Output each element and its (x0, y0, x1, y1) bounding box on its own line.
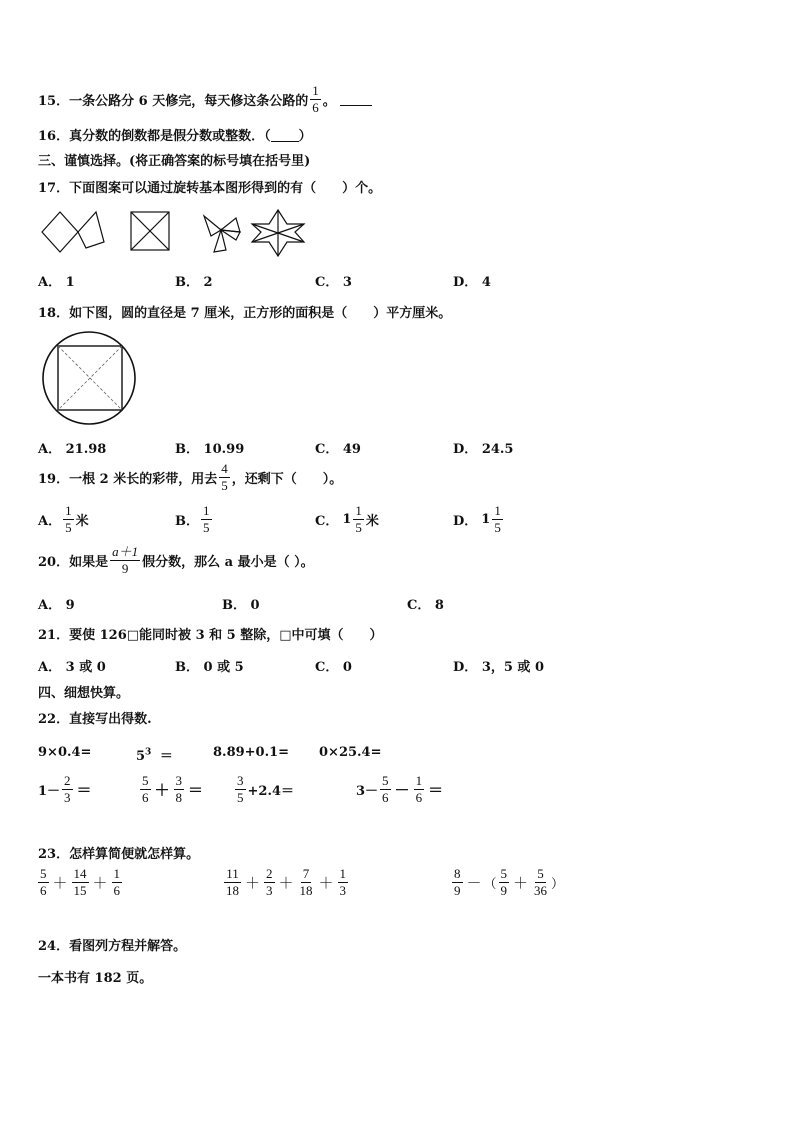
question-number: 19． (38, 471, 70, 487)
question-number: 22． (38, 712, 70, 727)
question-number: 16． (38, 129, 70, 144)
option-d[interactable]: D． 3，5 或 0 (453, 660, 545, 675)
question-16: 16． 真分数的倒数都是假分数或整数．（ ） (38, 125, 312, 144)
option-c[interactable]: C． 0 (315, 660, 352, 675)
q24-info: 一本书有 182 页。 (38, 971, 153, 986)
option-c[interactable]: C． 1 $\frac{1}{5}$ 米 (315, 503, 379, 535)
question-18 (38, 302, 451, 321)
answer-blank[interactable] (340, 92, 372, 106)
expr-2: $5^3$ ＝ (136, 747, 173, 764)
option-d[interactable]: D． 4 (453, 275, 491, 290)
fraction: $\frac{1}{6}$ (312, 83, 319, 115)
expr-1: 9×0.4= (38, 745, 92, 760)
option-a[interactable]: A． 9 (38, 598, 75, 613)
question-text: 怎样算简便就怎样算。 (69, 847, 200, 862)
option-c[interactable]: C． 49 (315, 442, 361, 457)
option-a[interactable]: A． $\frac{1}{5}$ 米 (38, 503, 89, 535)
expr-4: 0×25.4= (319, 745, 382, 760)
figure-pinwheel (204, 216, 240, 252)
option-b[interactable]: B． 10.99 (175, 442, 245, 457)
expr-3: $\frac{8}{9}$ － （ $\frac{5}{9}$ ＋ $\frac{5}{36}$ ） (454, 866, 565, 898)
option-c[interactable]: C． 8 (407, 598, 444, 613)
q23-exprs (36, 867, 596, 909)
question-number: 24． (38, 939, 70, 954)
option-a[interactable]: A． 1 (38, 275, 75, 290)
rotation-figures (36, 202, 326, 260)
option-a[interactable]: A． 21.98 (38, 442, 107, 457)
question-number: 15． (38, 93, 70, 109)
question-text: 如果是 (69, 554, 109, 570)
question-number: 20． (38, 554, 70, 570)
expr-1: $\frac{5}{6}$ ＋ $\frac{14}{15}$ ＋ $\frac{1}{6}$ (40, 866, 121, 898)
figure-square-diagonals (131, 212, 169, 250)
question-text: 一根 2 米长的彩带，用去 (69, 471, 218, 487)
option-a[interactable]: A． 3 或 0 (38, 660, 106, 675)
section-heading: 三、谨慎选择。(将正确答案的标号填在括号里) (38, 154, 311, 169)
question-number: 21． (38, 628, 70, 643)
option-d[interactable]: D． 1 $\frac{1}{5}$ (453, 503, 501, 535)
fraction: $\frac{a+1}{9}$ (112, 544, 139, 576)
question-22 (38, 708, 152, 727)
expr-5: 1－ $\frac{2}{3}$ ＝ (38, 773, 92, 805)
expr-3: 8.89+0.1= (213, 745, 290, 760)
question-23 (38, 843, 199, 862)
circle-square-figure (40, 330, 140, 426)
section-heading: 四、细想快算。 (38, 686, 130, 701)
expr-8: 3－ $\frac{5}{6}$ － $\frac{1}{6}$ ＝ (356, 773, 444, 805)
question-number: 17． (38, 181, 70, 196)
option-b[interactable]: B． 2 (175, 275, 213, 290)
option-d[interactable]: D． 24.5 (453, 442, 514, 457)
options-q19 (38, 504, 598, 544)
answer-blank[interactable] (271, 128, 299, 142)
question-number: 23． (38, 847, 70, 862)
question-21 (38, 624, 383, 643)
question-text: 要使 126□能同时被 3 和 5 整除，□中可填（ ） (69, 628, 383, 643)
figure-two-squares (42, 212, 104, 252)
question-text: 真分数的倒数都是假分数或整数．（ (69, 129, 271, 144)
question-text: 如下图，圆的直径是 7 厘米，正方形的面积是（ ）平方厘米。 (69, 306, 452, 321)
question-text: 直接写出得数. (69, 712, 152, 727)
option-b[interactable]: B． 0 或 5 (175, 660, 244, 675)
question-20: 20． 如果是 $\frac{a+1}{9}$ 假分数，那么 a 最小是（ ）。 (38, 544, 314, 576)
option-c[interactable]: C． 3 (315, 275, 352, 290)
expr-7: $\frac{3}{5}$ +2.4＝ (237, 773, 295, 805)
expr-2: $\frac{11}{18}$ ＋ $\frac{2}{3}$ ＋ $\frac{7}{18}$ ＋ $\frac{1}{3}$ (226, 866, 347, 898)
option-b[interactable]: B． 0 (222, 598, 260, 613)
question-24 (38, 935, 186, 954)
figure-star (252, 210, 304, 256)
expr-6: $\frac{5}{6}$ ＋ $\frac{3}{8}$ ＝ (142, 773, 204, 805)
question-text: 看图列方程并解答。 (69, 939, 187, 954)
question-17 (38, 177, 381, 196)
q22-row2 (38, 774, 598, 814)
question-text: 一条公路分 6 天修完，每天修这条公路的 (69, 93, 309, 109)
question-number: 18． (38, 306, 70, 321)
question-19: 19． 一根 2 米长的彩带，用去 $\frac{4}{5}$ ，还剩下（ ）。 (38, 461, 343, 493)
question-15: 15． 一条公路分 6 天修完，每天修这条公路的 $\frac{1}{6}$ 。 (38, 84, 372, 114)
option-b[interactable]: B． $\frac{1}{5}$ (175, 503, 210, 535)
question-text: 下面图案可以通过旋转基本图形得到的有（ ）个。 (69, 181, 382, 196)
fraction: $\frac{4}{5}$ (221, 461, 228, 493)
